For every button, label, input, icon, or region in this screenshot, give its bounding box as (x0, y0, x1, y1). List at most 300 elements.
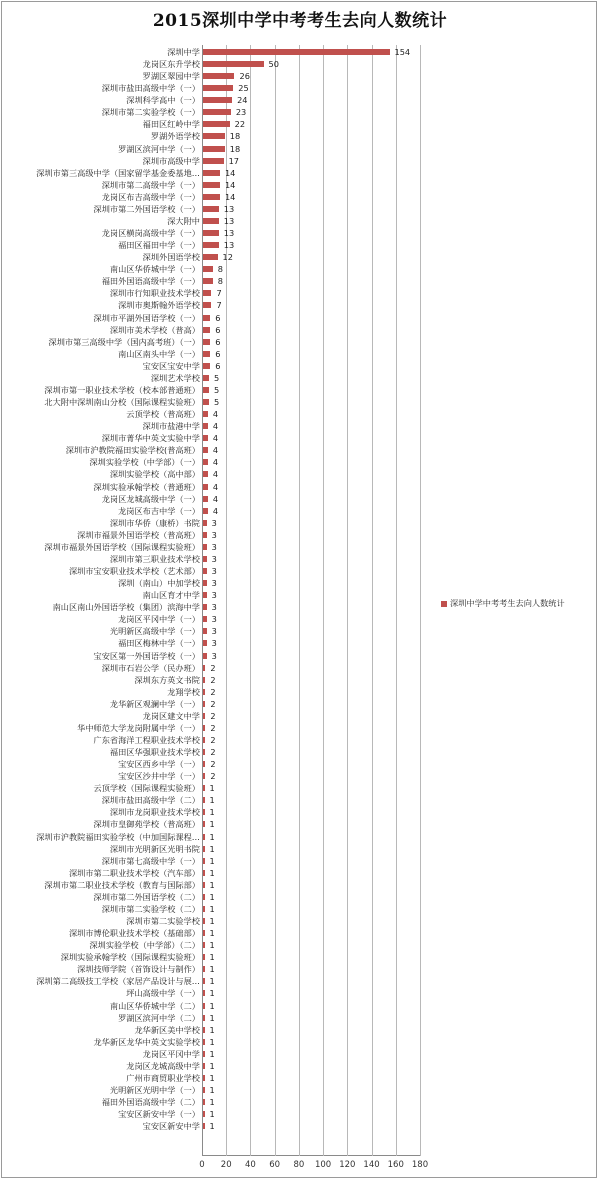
category-label: 深圳市第二职业技术学校（汽车部） (68, 867, 200, 878)
bar (203, 773, 205, 779)
bar (203, 834, 205, 840)
category-label: 宝安区第一外国语学校（一） (93, 650, 200, 661)
bar-row (0, 987, 600, 999)
category-label: 深圳市沪教院福田实验学校(普高班） (65, 445, 200, 456)
data-label: 1 (209, 988, 215, 999)
bar (203, 604, 207, 610)
bar (203, 520, 207, 526)
bar (203, 556, 207, 562)
bar-row (0, 505, 600, 517)
bar-row (0, 46, 600, 58)
data-label: 14 (224, 179, 236, 190)
category-label: 深圳市第二实验学校（二） (101, 903, 200, 914)
category-label: 广州市商贸职业学校 (126, 1072, 200, 1083)
category-label: 龙岗区东升学校 (142, 59, 200, 70)
data-label: 8 (217, 264, 223, 275)
data-label: 18 (229, 131, 241, 142)
category-label: 深大附中 (167, 215, 200, 226)
bar (203, 1075, 205, 1081)
bar (203, 1003, 205, 1009)
bar (203, 689, 205, 695)
category-label: 深圳市盐田高级中学（二） (101, 795, 200, 806)
data-label: 8 (217, 276, 223, 287)
bar-row (0, 541, 600, 553)
data-label: 6 (215, 312, 221, 323)
category-label: 华中师范大学龙岗附属中学（一） (77, 722, 200, 733)
bar (203, 990, 205, 996)
category-label: 龙岗区布吉高级中学（一） (101, 191, 200, 202)
bar (203, 725, 205, 731)
data-label: 4 (212, 421, 219, 432)
bar-row (0, 348, 600, 360)
bar-row (0, 58, 600, 70)
legend (441, 598, 565, 609)
bar (203, 1027, 205, 1033)
bar-row (0, 770, 600, 782)
bar (203, 665, 205, 671)
x-tick-label: 80 (293, 1160, 305, 1170)
category-label: 坪山高级中学（一） (126, 988, 200, 999)
bar (203, 797, 205, 803)
data-label: 26 (239, 71, 250, 82)
bar-row (0, 251, 600, 263)
bar (203, 315, 210, 321)
bar (203, 616, 207, 622)
data-label: 4 (212, 445, 219, 456)
data-label: 14 (224, 191, 236, 202)
x-tick-label: 0 (199, 1160, 205, 1170)
bar (203, 97, 232, 103)
category-label: 南山区华侨城中学（一） (109, 264, 200, 275)
bar (203, 375, 209, 381)
bar (203, 242, 219, 248)
data-label: 6 (215, 360, 221, 371)
bar (203, 568, 207, 574)
data-label: 14 (224, 167, 236, 178)
bar-row (0, 794, 600, 806)
bar-row (0, 1084, 600, 1096)
bar (203, 1111, 205, 1117)
category-label: 福田区梅林中学（一） (118, 638, 200, 649)
data-label: 1 (209, 1000, 215, 1011)
bar-row (0, 1060, 600, 1072)
category-label: 南山区华侨城中学（二） (109, 1000, 200, 1011)
category-label: 南山区育才中学 (142, 590, 200, 601)
bar (203, 459, 208, 465)
data-label: 4 (212, 409, 219, 420)
bar-row (0, 734, 600, 746)
category-label: 深圳市第二实验学校 (126, 916, 200, 927)
x-tick-label: 60 (269, 1160, 281, 1170)
category-label: 深圳中学 (167, 47, 200, 57)
bar (203, 737, 205, 743)
data-label: 4 (212, 493, 219, 504)
bar-row (0, 686, 600, 698)
data-label: 1 (209, 1085, 215, 1096)
bar-row (0, 951, 600, 963)
bar-row (0, 843, 600, 855)
x-axis-line (202, 1155, 420, 1156)
category-label: 深圳（南山）中加学校 (118, 578, 200, 589)
bar (203, 918, 205, 924)
bar (203, 170, 220, 176)
data-label: 1 (209, 783, 215, 794)
bar-row (0, 493, 600, 505)
bar-row (0, 94, 600, 106)
bar-row (0, 155, 600, 167)
category-label: 龙岗区平冈中学（一） (118, 614, 200, 625)
data-label: 13 (223, 240, 235, 251)
data-label: 1 (209, 976, 215, 987)
x-tick-label: 20 (220, 1160, 232, 1170)
x-tick-label: 100 (314, 1160, 332, 1170)
category-label: 深圳市石岩公学（民办班） (101, 662, 200, 673)
x-tick-label: 40 (245, 1160, 256, 1170)
bar-row (0, 613, 600, 625)
data-label: 1 (209, 1109, 215, 1120)
bar (203, 821, 205, 827)
bar-row (0, 879, 600, 891)
bar (203, 339, 210, 345)
bar (203, 158, 224, 164)
data-label: 1 (209, 1097, 215, 1108)
bar-row (0, 1036, 600, 1048)
bar (203, 146, 225, 152)
category-label: 深圳实验学校（高中部） (109, 469, 200, 480)
category-label: 光明新区光明中学（一） (109, 1085, 200, 1096)
bar-row (0, 698, 600, 710)
bar (203, 230, 219, 236)
data-label: 5 (214, 384, 220, 395)
bar-row (0, 456, 600, 468)
bar-row (0, 444, 600, 456)
category-label: 福田区福田中学（一） (118, 240, 200, 251)
data-label: 23 (235, 107, 247, 118)
data-label: 1 (209, 940, 215, 951)
category-label: 深圳第二高级技工学校（家居产品设计与展… (36, 976, 200, 987)
bar (203, 302, 211, 308)
category-label: 宝安区新安中学 (142, 1121, 200, 1132)
category-label: 龙翔学校 (167, 686, 200, 697)
bar (203, 894, 205, 900)
data-label: 18 (229, 143, 241, 154)
bar-row (0, 939, 600, 951)
bar (203, 785, 205, 791)
category-label: 深圳实验承翰学校（普通班） (93, 481, 200, 492)
legend-label: 深圳中学中考考生去向人数统计 (450, 598, 565, 608)
bar (203, 399, 209, 405)
data-label: 25 (238, 83, 249, 94)
bar-row (0, 529, 600, 541)
bar (203, 677, 205, 683)
bar-row (0, 975, 600, 987)
category-label: 深圳实验学校（中学部）（一） (89, 457, 200, 468)
data-label: 6 (215, 348, 221, 359)
bar (203, 966, 205, 972)
bar (203, 1063, 205, 1069)
data-label: 1 (209, 1121, 215, 1132)
category-label: 龙华新区观澜中学（一） (109, 698, 200, 709)
category-label: 宝安区宝安中学 (142, 360, 200, 371)
bar-row (0, 215, 600, 227)
bar (203, 713, 205, 719)
category-label: 深圳市第二高级中学（一） (101, 179, 200, 190)
bar (203, 640, 207, 646)
bar-row (0, 299, 600, 311)
bar-row (0, 118, 600, 130)
bar (203, 906, 205, 912)
data-label: 13 (223, 203, 235, 214)
data-label: 4 (212, 469, 219, 480)
bar (203, 978, 205, 984)
data-label: 1 (209, 807, 215, 818)
category-label: 深圳市皇御苑学校（普高班） (93, 819, 200, 830)
bar (203, 351, 210, 357)
category-label: 深圳市福景外国语学校（国际课程实验班） (44, 541, 200, 552)
data-label: 24 (237, 95, 248, 106)
bar-row (0, 867, 600, 879)
data-label: 1 (209, 795, 215, 806)
bar (203, 592, 207, 598)
category-label: 龙华新区美中学校 (134, 1024, 200, 1035)
category-label: 深圳市第一职业技术学校（校本部普通班） (44, 384, 200, 395)
bar (203, 447, 208, 453)
category-label: 云顶学校（国际课程实验班） (93, 783, 200, 794)
data-label: 2 (210, 771, 216, 782)
bar-row (0, 758, 600, 770)
data-label: 13 (223, 228, 235, 239)
chart-title: 2015深圳中学中考考生去向人数统计 (152, 11, 448, 31)
category-label: 南山区南山外国语学校（集团）滨海中学 (52, 602, 200, 613)
bar (203, 1051, 205, 1057)
bar (203, 882, 205, 888)
category-label: 龙岗区横岗高级中学（一） (101, 228, 200, 239)
data-label: 2 (210, 686, 216, 697)
bar-row (0, 287, 600, 299)
category-label: 龙岗区龙城高级中学（一） (101, 493, 200, 504)
x-tick-label: 120 (339, 1160, 356, 1170)
category-label: 深圳市光明新区光明书院 (109, 843, 200, 854)
data-label: 3 (211, 529, 217, 540)
category-label: 深圳实验学校（中学部）（二） (89, 940, 200, 951)
bar-row (0, 324, 600, 336)
category-label: 宝安区沙井中学（一） (118, 771, 200, 782)
category-label: 深圳市第二外国语学校（一） (93, 203, 200, 214)
bar (203, 544, 207, 550)
data-label: 4 (212, 505, 219, 516)
x-tick-label: 180 (411, 1160, 429, 1170)
bar (203, 749, 205, 755)
legend-swatch-icon (441, 601, 447, 607)
data-label: 6 (215, 336, 221, 347)
category-label: 福田外国语高级中学（一） (101, 276, 200, 287)
category-label: 光明新区高级中学（一） (109, 626, 200, 637)
data-label: 3 (211, 626, 217, 637)
category-label: 深圳市第七高级中学（一） (101, 855, 200, 866)
data-label: 1 (209, 964, 215, 975)
category-label: 龙岗区布吉中学（一） (118, 505, 200, 516)
data-label: 1 (209, 952, 215, 963)
category-label: 福田外国语高级中学（二） (101, 1097, 200, 1108)
data-label: 2 (210, 698, 216, 709)
category-label: 深圳市博伦职业技术学校（基础部） (68, 928, 200, 939)
data-label: 1 (209, 879, 215, 890)
category-label: 广东省海洋工程职业技术学校 (93, 734, 200, 745)
category-label: 深圳市奥斯翰外语学校 (118, 300, 200, 311)
bar-row (0, 130, 600, 142)
bar (203, 809, 205, 815)
bar (203, 846, 205, 852)
data-label: 1 (209, 891, 215, 902)
data-label: 7 (216, 300, 222, 311)
category-label: 深圳市第二实验学校（一） (101, 107, 200, 118)
category-label: 龙岗区龙城高级中学 (126, 1060, 200, 1071)
data-label: 4 (212, 433, 219, 444)
bar (203, 1087, 205, 1093)
category-label: 深圳市第三高级中学（国家留学基金委基地… (36, 167, 200, 178)
category-label: 深圳外国语学校 (142, 252, 200, 263)
bar-row (0, 1120, 600, 1132)
category-label: 深圳市美术学校（普高） (109, 324, 200, 335)
bar (203, 61, 264, 67)
bar-row (0, 1024, 600, 1036)
bar-row (0, 915, 600, 927)
bar (203, 182, 220, 188)
bar (203, 628, 207, 634)
bar-row (0, 239, 600, 251)
data-label: 1 (209, 1060, 215, 1071)
bar-row (0, 82, 600, 94)
bar (203, 942, 205, 948)
category-label: 南山区南头中学（一） (118, 348, 200, 359)
bar (203, 363, 210, 369)
category-label: 龙华新区龙华中英文实验学校 (93, 1036, 200, 1047)
bar (203, 532, 207, 538)
data-label: 1 (209, 1012, 215, 1023)
data-label: 1 (209, 819, 215, 830)
data-label: 2 (210, 734, 216, 745)
data-label: 17 (228, 155, 239, 166)
bar-row (0, 818, 600, 830)
data-label: 3 (211, 578, 217, 589)
bar-row (0, 179, 600, 191)
category-label: 深圳市福景外国语学校（普高班） (77, 529, 200, 540)
bar-row (0, 167, 600, 179)
bar (203, 387, 209, 393)
bar-row (0, 420, 600, 432)
bar (203, 580, 207, 586)
category-label: 北大附中深圳南山分校（国际课程实验班） (44, 397, 200, 408)
bar-row (0, 662, 600, 674)
data-label: 3 (211, 517, 217, 528)
bar (203, 411, 208, 417)
data-label: 3 (211, 614, 217, 625)
x-tick-label: 140 (363, 1160, 380, 1170)
bar-row (0, 481, 600, 493)
bar (203, 73, 234, 79)
bar-row (0, 384, 600, 396)
bar (203, 133, 225, 139)
bar-row (0, 191, 600, 203)
category-label: 宝安区西乡中学（一） (118, 759, 200, 770)
data-label: 3 (211, 590, 217, 601)
bar-row (0, 674, 600, 686)
bar-row (0, 408, 600, 420)
category-label: 罗湖外语学校 (150, 131, 200, 142)
bar-row (0, 70, 600, 82)
category-label: 深圳实验承翰学校（国际课程实验班） (60, 952, 200, 963)
bar-row (0, 275, 600, 287)
bar (203, 218, 219, 224)
bar-row (0, 263, 600, 275)
data-label: 12 (222, 252, 233, 263)
bar-row (0, 625, 600, 637)
bar-row (0, 143, 600, 155)
bar-row (0, 336, 600, 348)
category-label: 深圳科学高中（一） (126, 95, 200, 106)
data-label: 1 (209, 831, 215, 842)
bar-row (0, 565, 600, 577)
bar-row (0, 577, 600, 589)
data-label: 1 (209, 1036, 215, 1047)
data-label: 7 (216, 288, 222, 299)
bar-row (0, 710, 600, 722)
category-label: 龙岗区建文中学 (142, 710, 200, 721)
category-label: 龙岗区平冈中学 (142, 1048, 200, 1059)
data-label: 1 (209, 855, 215, 866)
data-label: 3 (211, 553, 217, 564)
category-label: 深圳市第二职业技术学校（教育与国际部） (44, 879, 200, 890)
data-label: 1 (209, 867, 215, 878)
category-label: 罗湖区滨河中学（二） (118, 1012, 200, 1023)
bar (203, 653, 207, 659)
bar-row (0, 891, 600, 903)
data-label: 1 (209, 928, 215, 939)
category-label: 罗湖区滨河中学（一） (118, 143, 200, 154)
data-label: 3 (211, 638, 217, 649)
category-label: 深圳市沪教院福田实验学校（中加国际课程… (36, 831, 200, 842)
bar (203, 761, 205, 767)
data-label: 2 (210, 747, 216, 758)
bar (203, 290, 211, 296)
bar-row (0, 1096, 600, 1108)
category-label: 深圳市盐田高级中学（一） (101, 83, 200, 94)
data-label: 3 (211, 566, 217, 576)
bar-row (0, 432, 600, 444)
bar-row (0, 312, 600, 324)
bar-row (0, 1108, 600, 1120)
bar (203, 254, 218, 260)
bar-row (0, 553, 600, 565)
bar (203, 278, 213, 284)
bar-row (0, 468, 600, 480)
category-label: 深圳市行知职业技术学校 (109, 288, 200, 299)
data-label: 1 (209, 903, 215, 914)
bar-row (0, 517, 600, 529)
bar (203, 701, 205, 707)
data-label: 2 (210, 662, 216, 673)
category-label: 云顶学校（普高班） (126, 409, 200, 420)
category-label: 深圳市龙岗职业技术学校 (109, 807, 200, 818)
category-label: 深圳市宝安职业技术学校（艺术部） (68, 566, 200, 576)
bar (203, 1099, 205, 1105)
bar (203, 266, 213, 272)
category-label: 宝安区新安中学（一） (118, 1109, 200, 1120)
bar (203, 194, 220, 200)
bar-row (0, 782, 600, 794)
bar-row (0, 1012, 600, 1024)
category-label: 深圳市第三高级中学（国内高考班）（一） (48, 336, 200, 347)
